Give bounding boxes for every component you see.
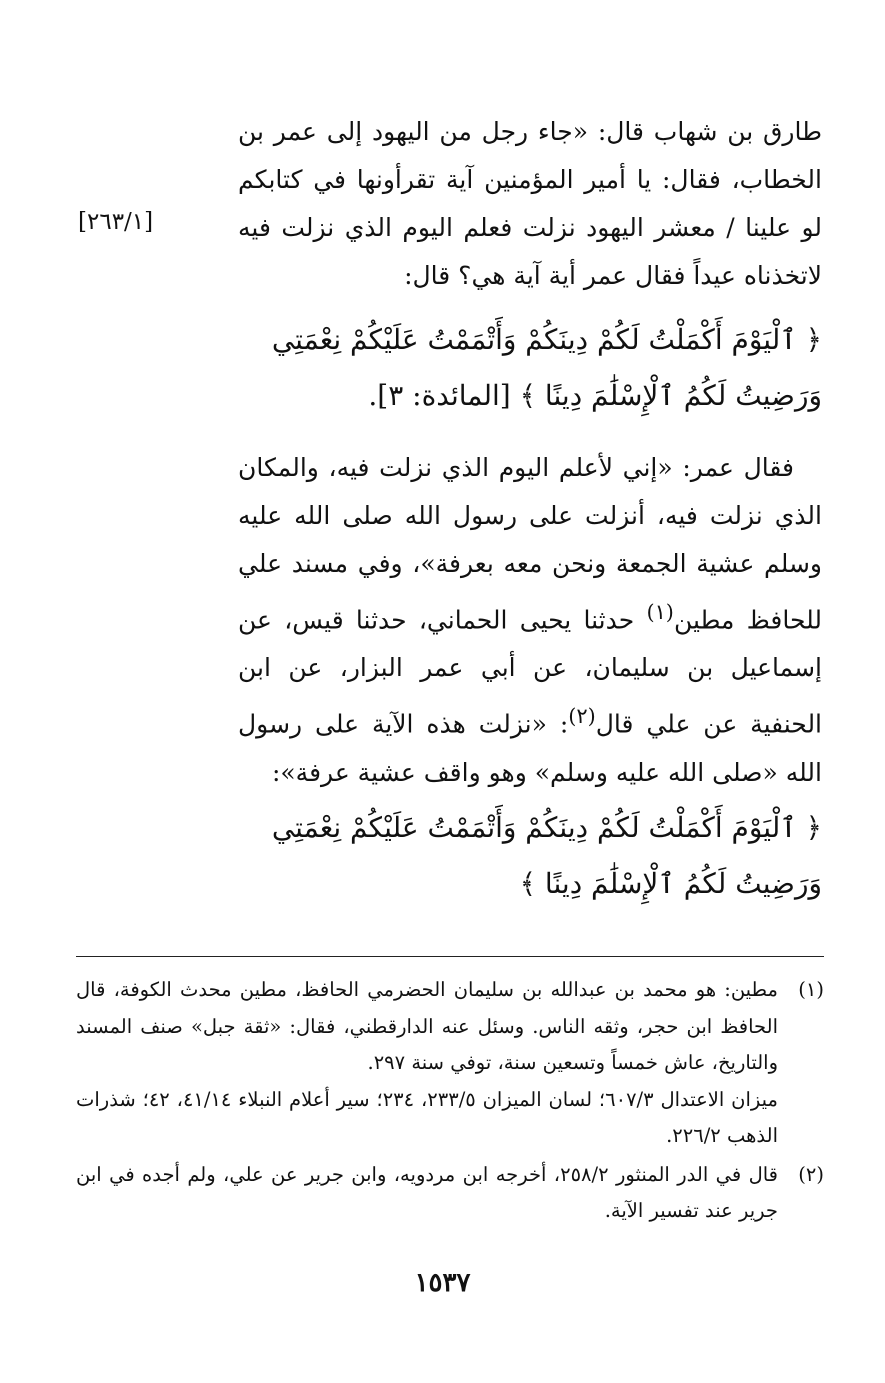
footnote-1: [76, 972, 824, 1155]
footnote-ref-1[interactable]: (١): [646, 600, 674, 624]
page-number: ١٥٣٧: [414, 1268, 471, 1298]
verse-1-reference: [المائدة: ٣].: [368, 379, 511, 412]
paragraph-2-end: : «نزلت هذه الآية على رسول الله «صلى الله عليه وسلم» وهو واقف عشية عرفة»:: [238, 709, 822, 787]
footnote-1-number: (١): [798, 978, 824, 1001]
paragraph-2-text: فقال عمر: «إني لأعلم اليوم الذي نزلت فيه، والمكان الذي نزلت فيه، أنزلت على رسول الله صلى الله عليه وسلم عشية الجمعة ونحن معه بعرفة»، وفي مسند علي للحافظ مطين: [238, 453, 823, 635]
paragraph-1-text: طارق بن شهاب قال: «جاء رجل من اليهود إلى عمر بن الخطاب، فقال: يا أمير المؤمنين آية تقرأونها في كتابكم لو علينا / معشر اليهود نزلت فعلم اليوم الذي نزلت فيه لاتخذناه عيداً فقال عمر أية آية هي؟ قال:: [238, 117, 822, 290]
footnote-1-sources: ميزان الاعتدال ٦٠٧/٣؛ لسان الميزان ٢٣٣/٥، ٢٣٤؛ سير أعلام النبلاء ٤١/١٤، ٤٢؛ شذرات الذهب ٢٢٦/٢.: [76, 1087, 779, 1147]
verse-2-text: ﴿ ٱلْيَوْمَ أَكْمَلْتُ لَكُمْ دِينَكُمْ وَأَتْمَمْتُ عَلَيْكُمْ نِعْمَتِي وَرَضِيتُ لَكُمُ ٱلْإِسْلَٰمَ دِينًا ﴾: [271, 811, 822, 900]
footnote-ref-2[interactable]: (٢): [568, 704, 596, 729]
footnotes: [76, 972, 824, 1232]
footnote-2: [76, 1157, 824, 1230]
paragraph-2: [238, 444, 822, 797]
quran-verse-2: [238, 800, 822, 912]
verse-1-text: ﴿ ٱلْيَوْمَ أَكْمَلْتُ لَكُمْ دِينَكُمْ وَأَتْمَمْتُ عَلَيْكُمْ نِعْمَتِي وَرَضِيتُ لَكُمُ ٱلْإِسْلَٰمَ دِينًا ﴾: [271, 323, 822, 412]
footnote-2-number: (٢): [798, 1162, 824, 1186]
footnote-divider: [76, 956, 824, 957]
paragraph-1: [238, 108, 822, 300]
paragraph-2-continued: حدثنا يحيى الحماني، حدثنا قيس، عن إسماعيل بن سليمان، عن أبي عمر البزار، عن ابن الحنفية عن علي قال: [238, 605, 823, 739]
footnote-1-text: مطين: هو محمد بن عبدالله بن سليمان الحضرمي الحافظ، مطين محدث الكوفة، قال الحافظ ابن حجر، وثقه الناس. وسئل عنه الدارقطني، فقال: «ثقة جبل» صنف المسند والتاريخ، عاش خمساً وتسعين سنة، توفي سنة ٢٩٧.: [76, 978, 778, 1074]
quran-verse-1: [238, 312, 822, 424]
footnote-2-text: قال في الدر المنثور ٢٥٨/٢، أخرجه ابن مردويه، وابن جرير عن علي، ولم أجده في ابن جرير عند تفسير الآية.: [76, 1162, 778, 1222]
margin-reference: [٢٦٣/١]: [78, 209, 154, 235]
